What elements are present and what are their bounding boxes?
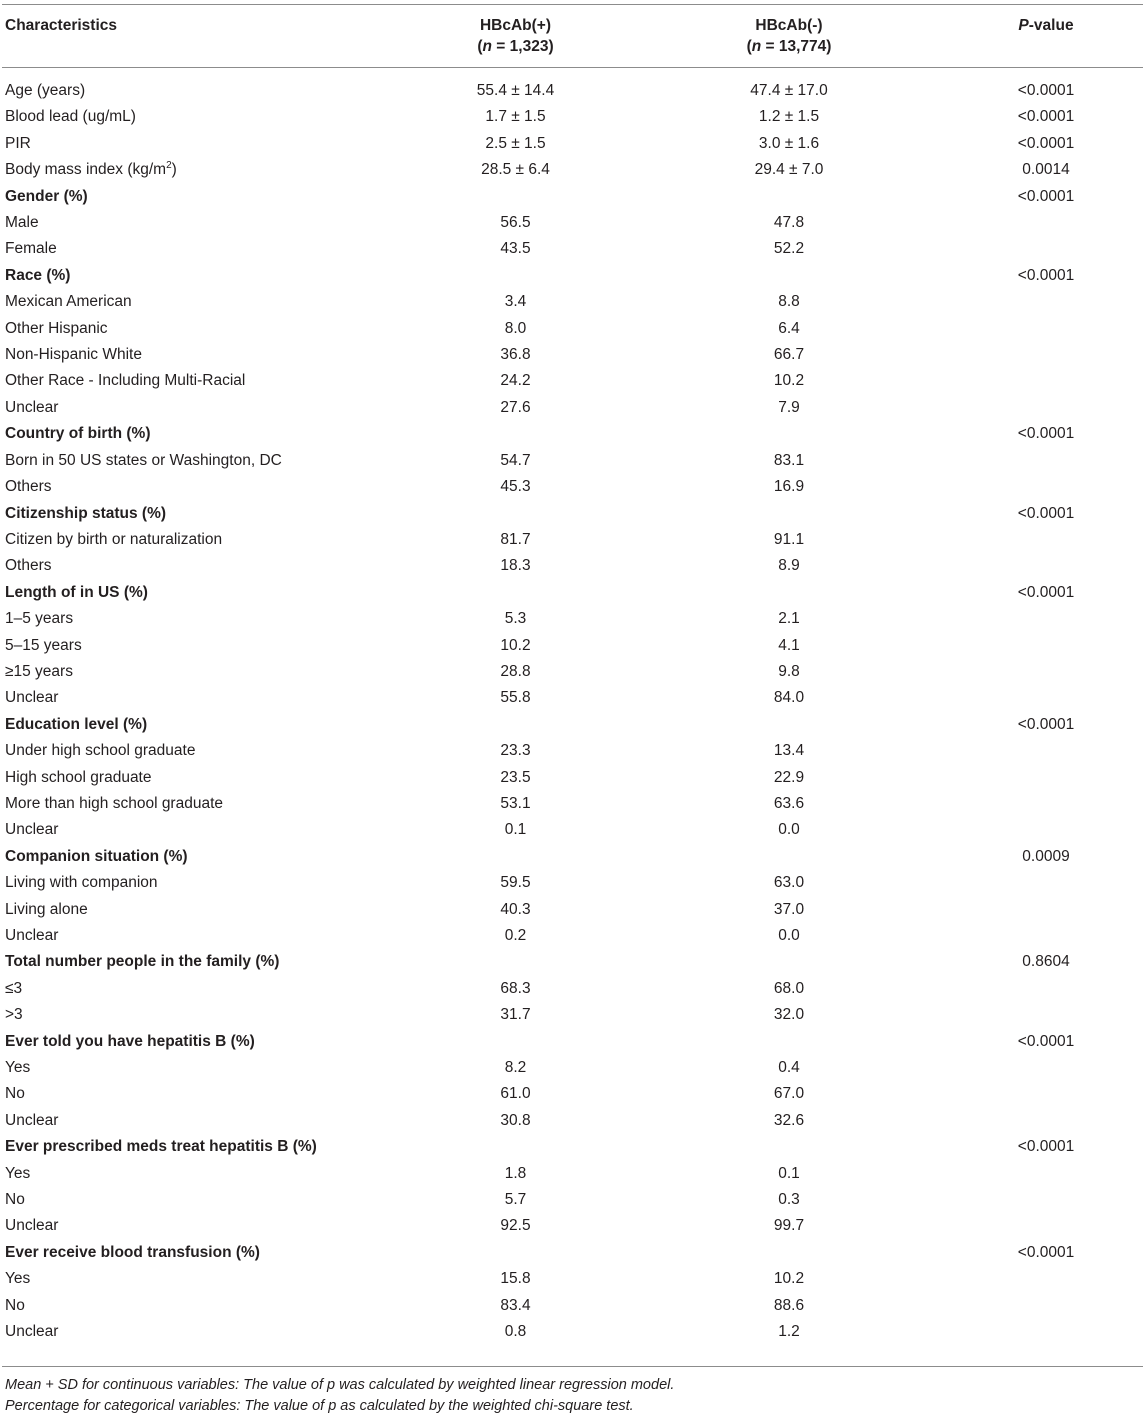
value-hbcab-negative: 32.0 (773, 1006, 805, 1024)
row-label: Born in 50 US states or Washington, DC (5, 451, 282, 469)
value-hbcab-negative: 8.8 (778, 293, 800, 311)
table-header-row (2, 5, 1143, 68)
value-p (949, 474, 1143, 500)
value-hbcab-negative: 10.2 (773, 1270, 805, 1288)
table-row (2, 1266, 1143, 1292)
value-hbcab-negative: 0.3 (778, 1191, 800, 1209)
value-p (949, 976, 1143, 1002)
value-hbcab-positive: 54.7 (500, 451, 531, 469)
table-row (2, 289, 1143, 315)
value-hbcab-positive (402, 1240, 629, 1266)
row-label: Male (5, 214, 39, 232)
row-label: Ever receive blood transfusion (%) (5, 1243, 260, 1261)
value-hbcab-negative: 22.9 (773, 768, 805, 786)
value-p (949, 316, 1143, 342)
value-p (949, 1187, 1143, 1213)
row-label: Education level (%) (5, 715, 148, 733)
row-label: Yes (5, 1059, 31, 1077)
value-hbcab-negative: 32.6 (773, 1111, 805, 1129)
value-hbcab-negative: 4.1 (778, 636, 800, 654)
table-row (2, 131, 1143, 157)
value-hbcab-negative (629, 712, 949, 738)
value-hbcab-positive: 81.7 (500, 530, 531, 548)
value-hbcab-positive (402, 421, 629, 447)
row-label: Companion situation (%) (5, 847, 188, 865)
header-p-value: P-value (1018, 17, 1074, 34)
value-hbcab-positive: 56.5 (500, 214, 531, 232)
value-hbcab-positive: 55.8 (500, 689, 531, 707)
value-hbcab-positive: 40.3 (500, 900, 531, 918)
row-label: Length of in US (%) (5, 583, 148, 601)
value-p (949, 448, 1143, 474)
row-label: Unclear (5, 821, 59, 839)
value-hbcab-negative: 8.9 (778, 557, 800, 575)
section-row (2, 844, 1143, 870)
row-label: Unclear (5, 1217, 59, 1235)
value-hbcab-negative: 0.4 (778, 1059, 800, 1077)
table-row (2, 448, 1143, 474)
value-hbcab-negative: 16.9 (773, 478, 805, 496)
value-hbcab-negative: 1.2 ± 1.5 (758, 108, 820, 126)
table-row (2, 157, 1143, 183)
value-hbcab-negative (629, 949, 949, 975)
value-hbcab-positive (402, 712, 629, 738)
value-hbcab-negative: 2.1 (778, 610, 800, 628)
table-footnotes (2, 1366, 1143, 1417)
value-hbcab-positive (402, 184, 629, 210)
section-row (2, 263, 1143, 289)
row-label: Living alone (5, 900, 88, 918)
value-p: <0.0001 (1017, 266, 1075, 284)
table-row (2, 659, 1143, 685)
value-hbcab-positive (402, 1134, 629, 1160)
section-row (2, 1029, 1143, 1055)
value-p: <0.0001 (1017, 1243, 1075, 1261)
value-p: <0.0001 (1017, 108, 1075, 126)
section-row (2, 580, 1143, 606)
table-row (2, 527, 1143, 553)
row-label: Others (5, 557, 52, 575)
value-hbcab-positive: 28.5 ± 6.4 (481, 161, 550, 179)
value-hbcab-positive: 0.8 (504, 1323, 527, 1341)
value-p: <0.0001 (1017, 1138, 1075, 1156)
table-row (2, 316, 1143, 342)
value-hbcab-negative: 83.1 (773, 451, 805, 469)
value-p: <0.0001 (1017, 1032, 1075, 1050)
value-hbcab-positive: 3.4 (504, 293, 527, 311)
row-label: No (5, 1085, 25, 1103)
value-p (949, 236, 1143, 262)
value-hbcab-positive: 59.5 (500, 874, 531, 892)
value-hbcab-positive: 53.1 (500, 794, 531, 812)
section-row (2, 501, 1143, 527)
value-hbcab-negative (629, 1134, 949, 1160)
table-row (2, 210, 1143, 236)
value-hbcab-negative (629, 421, 949, 447)
table-row (2, 236, 1143, 262)
table-row (2, 68, 1143, 105)
table-row (2, 817, 1143, 843)
value-p (949, 342, 1143, 368)
value-hbcab-negative: 84.0 (773, 689, 805, 707)
value-hbcab-positive: 31.7 (500, 1006, 531, 1024)
row-label: Citizenship status (%) (5, 504, 167, 522)
table-row (2, 897, 1143, 923)
header-hbcab-negative: HBcAb(-) (n = 13,774) (746, 17, 832, 55)
table-row (2, 923, 1143, 949)
value-hbcab-positive: 5.3 (504, 610, 527, 628)
row-label: Race (%) (5, 266, 71, 284)
value-p: <0.0001 (1017, 425, 1075, 443)
value-p (949, 527, 1143, 553)
value-p (949, 1081, 1143, 1107)
value-hbcab-negative: 67.0 (773, 1085, 805, 1103)
row-label: >3 (5, 1006, 23, 1024)
row-label: Other Race - Including Multi-Racial (5, 372, 246, 390)
value-p: <0.0001 (1017, 134, 1075, 152)
section-row (2, 1134, 1143, 1160)
value-hbcab-negative: 0.0 (778, 927, 800, 944)
section-row (2, 949, 1143, 975)
value-hbcab-negative: 99.7 (773, 1217, 805, 1235)
row-label: Yes (5, 1270, 31, 1288)
value-hbcab-negative: 1.2 (778, 1323, 800, 1341)
value-hbcab-negative (629, 1240, 949, 1266)
value-p: <0.0001 (1017, 82, 1075, 99)
table-row (2, 791, 1143, 817)
table-container (2, 0, 1143, 1417)
value-p (949, 791, 1143, 817)
row-label: Other Hispanic (5, 319, 108, 337)
value-p (949, 210, 1143, 236)
value-p (949, 1002, 1143, 1028)
table-row (2, 1213, 1143, 1239)
row-label: Ever told you have hepatitis B (%) (5, 1032, 255, 1050)
value-p (949, 633, 1143, 659)
value-hbcab-negative: 29.4 ± 7.0 (754, 161, 824, 179)
row-label: Mexican American (5, 293, 132, 311)
value-p (949, 765, 1143, 791)
row-label: ≥15 years (5, 662, 73, 680)
section-row (2, 184, 1143, 210)
row-label: No (5, 1191, 25, 1209)
table-row (2, 976, 1143, 1002)
value-hbcab-negative: 52.2 (773, 240, 805, 258)
row-label: Non-Hispanic White (5, 346, 142, 364)
row-label: Citizen by birth or naturalization (5, 530, 223, 548)
value-hbcab-positive: 27.6 (500, 398, 531, 416)
table-row (2, 395, 1143, 421)
value-p (949, 1161, 1143, 1187)
table-row (2, 368, 1143, 394)
value-hbcab-positive: 28.8 (500, 662, 531, 680)
value-hbcab-negative: 63.0 (773, 874, 805, 892)
row-label: More than high school graduate (5, 794, 224, 812)
section-row (2, 421, 1143, 447)
value-p (949, 1108, 1143, 1134)
value-hbcab-negative: 9.8 (778, 662, 800, 680)
value-p (949, 1293, 1143, 1319)
value-p: <0.0001 (1017, 504, 1075, 522)
table-row (2, 342, 1143, 368)
table-row (2, 685, 1143, 711)
value-p (949, 606, 1143, 632)
value-hbcab-negative: 10.2 (773, 372, 805, 390)
value-p (949, 870, 1143, 896)
value-p (949, 897, 1143, 923)
value-hbcab-negative (629, 1029, 949, 1055)
value-hbcab-positive: 5.7 (504, 1191, 527, 1209)
row-label: Ever prescribed meds treat hepatitis B (%) (5, 1138, 317, 1156)
row-label: Total number people in the family (%) (5, 953, 280, 971)
row-label: PIR (5, 134, 31, 152)
table-row (2, 104, 1143, 130)
table-row (2, 633, 1143, 659)
row-label: 5–15 years (5, 636, 82, 654)
value-p (949, 1266, 1143, 1292)
table-row (2, 1293, 1143, 1319)
value-hbcab-positive: 55.4 ± 14.4 (476, 82, 555, 99)
table-row (2, 1161, 1143, 1187)
table-row (2, 1081, 1143, 1107)
row-label: Age (years) (5, 82, 86, 99)
table-row (2, 606, 1143, 632)
value-hbcab-positive (402, 844, 629, 870)
value-hbcab-positive (402, 949, 629, 975)
row-label: Gender (%) (5, 187, 88, 205)
value-p (949, 738, 1143, 764)
value-hbcab-positive: 92.5 (500, 1217, 531, 1235)
value-hbcab-negative: 47.8 (773, 214, 805, 232)
value-p (949, 553, 1143, 579)
characteristics-table (2, 4, 1143, 1356)
value-p: <0.0001 (1017, 583, 1075, 601)
value-hbcab-positive: 2.5 ± 1.5 (485, 134, 546, 152)
value-hbcab-negative: 37.0 (773, 900, 805, 918)
row-label: Female (5, 240, 57, 258)
value-p: 0.0009 (1022, 847, 1070, 865)
value-hbcab-negative: 91.1 (773, 530, 805, 548)
value-hbcab-negative: 66.7 (773, 346, 805, 364)
value-hbcab-positive: 0.2 (504, 927, 527, 944)
value-p (949, 368, 1143, 394)
value-hbcab-positive: 30.8 (500, 1111, 531, 1129)
value-hbcab-negative (629, 844, 949, 870)
row-label: Unclear (5, 927, 59, 944)
row-label: Country of birth (%) (5, 425, 151, 443)
value-p: <0.0001 (1017, 715, 1075, 733)
value-hbcab-negative (629, 580, 949, 606)
value-hbcab-negative: 0.1 (778, 1164, 800, 1182)
value-hbcab-positive: 83.4 (500, 1296, 531, 1314)
table-row (2, 474, 1143, 500)
header-hbcab-positive: HBcAb(+) (n = 1,323) (477, 17, 554, 55)
value-hbcab-positive: 15.8 (500, 1270, 531, 1288)
value-hbcab-positive: 8.2 (504, 1059, 527, 1077)
value-hbcab-positive: 1.7 ± 1.5 (485, 108, 546, 126)
row-label: ≤3 (5, 979, 23, 997)
row-label: Blood lead (ug/mL) (5, 108, 136, 126)
row-label: Unclear (5, 689, 59, 707)
row-label: Others (5, 478, 52, 496)
value-hbcab-negative (629, 501, 949, 527)
table-row (2, 738, 1143, 764)
value-hbcab-positive: 43.5 (500, 240, 531, 258)
value-hbcab-positive: 36.8 (500, 346, 531, 364)
row-label: 1–5 years (5, 610, 74, 628)
value-p (949, 923, 1143, 949)
value-hbcab-positive: 23.3 (500, 742, 531, 760)
table-row (2, 1002, 1143, 1028)
table-row (2, 1108, 1143, 1134)
footnote-continuous: Mean + SD for continuous variables: The value of p was calculated by weighted linear regression model. (5, 1376, 675, 1393)
value-hbcab-positive (402, 263, 629, 289)
value-hbcab-positive (402, 501, 629, 527)
header-characteristics: Characteristics (5, 17, 118, 34)
value-p: 0.0014 (1022, 161, 1070, 179)
value-hbcab-positive: 8.0 (504, 319, 527, 337)
table-row (2, 1055, 1143, 1081)
value-hbcab-negative: 0.0 (778, 821, 800, 839)
value-hbcab-negative: 47.4 ± 17.0 (750, 82, 828, 99)
row-label: Living with companion (5, 874, 158, 892)
row-label: Unclear (5, 398, 59, 416)
value-hbcab-negative: 13.4 (773, 742, 805, 760)
value-p (949, 1319, 1143, 1355)
value-hbcab-negative: 7.9 (778, 398, 800, 416)
value-hbcab-positive: 10.2 (500, 636, 531, 654)
value-hbcab-positive: 18.3 (500, 557, 531, 575)
value-p (949, 685, 1143, 711)
value-hbcab-negative: 63.6 (773, 794, 805, 812)
row-label: High school graduate (5, 768, 152, 786)
row-label: Unclear (5, 1111, 59, 1129)
value-p (949, 395, 1143, 421)
value-p (949, 817, 1143, 843)
table-row (2, 553, 1143, 579)
footnote-categorical: Percentage for categorical variables: The value of p as calculated by the weighted chi-square test. (5, 1397, 634, 1414)
table-row (2, 1319, 1143, 1355)
value-hbcab-positive: 45.3 (500, 478, 531, 496)
value-p (949, 289, 1143, 315)
row-label: Yes (5, 1164, 31, 1182)
value-hbcab-positive: 0.1 (504, 821, 527, 839)
value-hbcab-positive: 1.8 (504, 1164, 527, 1182)
table-row (2, 1187, 1143, 1213)
section-row (2, 712, 1143, 738)
value-hbcab-positive: 61.0 (500, 1085, 531, 1103)
value-hbcab-positive (402, 1029, 629, 1055)
value-p (949, 1055, 1143, 1081)
table-row (2, 870, 1143, 896)
value-hbcab-positive: 24.2 (500, 372, 531, 390)
row-label: Under high school graduate (5, 742, 196, 760)
value-hbcab-negative: 68.0 (773, 979, 805, 997)
value-hbcab-negative: 6.4 (778, 319, 800, 337)
value-hbcab-positive: 68.3 (500, 979, 531, 997)
section-row (2, 1240, 1143, 1266)
value-p: <0.0001 (1017, 187, 1075, 205)
row-label: Body mass index $(kg/m^2)$ (5, 160, 177, 179)
value-p: 0.8604 (1022, 953, 1070, 971)
value-p (949, 1213, 1143, 1239)
table-body (2, 68, 1143, 1356)
value-hbcab-negative (629, 184, 949, 210)
value-hbcab-positive (402, 580, 629, 606)
value-hbcab-positive: 23.5 (500, 768, 531, 786)
table-row (2, 765, 1143, 791)
value-hbcab-negative: 88.6 (773, 1296, 805, 1314)
value-hbcab-negative (629, 263, 949, 289)
row-label: No (5, 1296, 25, 1314)
row-label: Unclear (5, 1323, 59, 1341)
value-hbcab-negative: 3.0 ± 1.6 (758, 134, 820, 152)
value-p (949, 659, 1143, 685)
